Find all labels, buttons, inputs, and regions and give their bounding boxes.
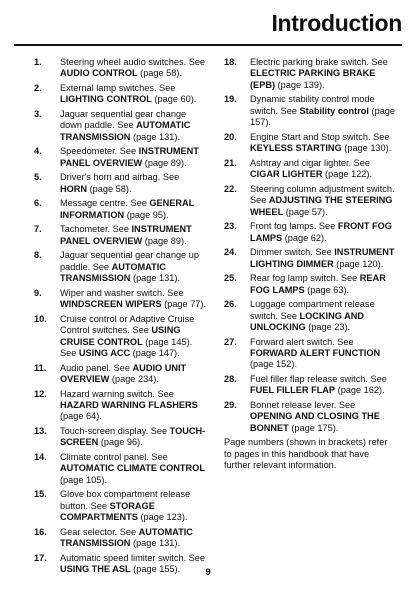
item-text (60, 314, 194, 358)
right-column (224, 57, 397, 472)
list-item (34, 172, 207, 195)
item-text-segment: (page 130). (341, 143, 392, 154)
list-item (34, 57, 207, 80)
cross-reference: AUDIO UNIT OVERVIEW (60, 362, 187, 385)
item-text-segment: (page 131). (130, 131, 180, 142)
list-item (34, 288, 207, 311)
cross-reference: REAR FOG LAMPS (250, 273, 386, 295)
item-text-segment: Tachometer. See (60, 224, 132, 235)
list-item (224, 247, 397, 270)
list-item (34, 452, 207, 486)
item-text-segment: Hazard warning switch. See (60, 388, 174, 399)
cross-reference: KEYLESS STARTING (250, 143, 342, 154)
header-rule (14, 44, 402, 46)
item-text-segment: (page 145). See (60, 336, 193, 359)
item-text-segment: Front fog lamps. See (250, 221, 338, 232)
list-item (224, 57, 397, 91)
item-text-segment: Dynamic stability control mode switch. See (250, 94, 375, 116)
item-text-segment: (page 96). (98, 437, 143, 448)
item-text-segment: Bonnet release lever. See (250, 400, 356, 411)
cross-reference: Stability control (299, 105, 369, 116)
item-text (60, 224, 192, 245)
item-text-segment: External lamp switches. See (60, 83, 176, 93)
item-text-segment: Electric parking brake switch. See (250, 57, 388, 67)
item-text (60, 288, 206, 309)
item-number: 11. (34, 362, 47, 373)
item-text-segment: (page 122). (322, 169, 373, 180)
item-text-segment: (page 57). (283, 206, 328, 217)
item-text-segment: Message centre. See (60, 198, 150, 209)
item-number: 4. (34, 146, 42, 157)
item-number: 8. (34, 250, 42, 261)
item-text-segment: (page 23). (305, 322, 351, 333)
item-text-segment: Steering column adjustment switch. See (250, 183, 395, 206)
list-item (224, 374, 397, 397)
item-text-segment: Engine Start and Stop switch. See (250, 131, 390, 142)
item-text (250, 94, 395, 127)
item-text-segment: (page 131). (130, 538, 180, 549)
item-text (250, 273, 386, 294)
cross-reference: FRONT FOG LAMPS (250, 221, 392, 243)
list-item (34, 250, 207, 284)
list-item (224, 400, 397, 434)
cross-reference: LIGHTING CONTROL (60, 94, 152, 105)
item-text (250, 184, 395, 217)
item-text (60, 527, 193, 548)
item-text (250, 374, 387, 395)
item-text-segment: (page 95). (124, 209, 169, 220)
item-text-segment: (page 58). (87, 183, 132, 194)
item-text-segment: (page 155). (130, 564, 181, 575)
item-text-segment: Jaguar sequential gear change up paddle. See (60, 250, 199, 272)
item-number: 29. (224, 400, 237, 411)
list-item (34, 224, 207, 247)
item-number: 21. (224, 157, 237, 168)
item-number: 16. (34, 526, 47, 537)
item-text-segment: Climate control panel. See (60, 452, 168, 463)
item-number: 15. (34, 489, 47, 500)
item-text-segment: (page 131). (130, 273, 180, 284)
item-number: 5. (34, 172, 42, 183)
item-number: 19. (224, 94, 237, 105)
item-text-segment: (page 147). (130, 348, 180, 359)
list-item (224, 158, 397, 181)
cross-reference: AUTOMATIC CLIMATE CONTROL (60, 463, 205, 474)
item-text-segment: (page 123). (137, 512, 188, 523)
cross-reference: LOCKING AND UNLOCKING (250, 310, 365, 333)
cross-reference: AUTOMATIC TRANSMISSION (60, 261, 166, 284)
item-text (60, 452, 205, 485)
item-text (250, 57, 388, 90)
item-number: 28. (224, 374, 237, 385)
list-item (34, 527, 207, 550)
item-number: 10. (34, 313, 47, 324)
list-item (34, 146, 207, 169)
item-text-segment: (page 120). (333, 258, 384, 269)
item-text-segment: Speedometer. See (60, 146, 139, 157)
item-text-segment: (page 162). (335, 385, 385, 396)
item-number: 23. (224, 221, 237, 232)
item-text (250, 132, 391, 153)
item-text-segment: (page 105). (60, 474, 107, 485)
item-text-segment: (page 64). (60, 411, 102, 422)
item-number: 18. (224, 57, 237, 67)
item-text-segment: (page 89). (142, 235, 187, 246)
item-number: 9. (34, 287, 42, 298)
item-number: 24. (224, 247, 237, 258)
item-text-segment: (page 63). (304, 284, 350, 295)
cross-reference: CIGAR LIGHTER (250, 169, 323, 180)
cross-reference: AUTOMATIC TRANSMISSION (60, 120, 191, 142)
cross-reference: HAZARD WARNING FLASHERS (60, 400, 198, 411)
item-text-segment: Cruise control or Adaptive Cruise Control switches. See (60, 313, 195, 336)
list-item (34, 363, 207, 386)
list-item (224, 273, 397, 296)
item-text-segment: (page 157). (250, 105, 396, 128)
page-title: Introduction (271, 10, 402, 36)
cross-reference: WINDSCREEN WIPERS (60, 299, 162, 310)
item-text-segment: Rear fog lamp switch. See (250, 273, 360, 284)
item-text-segment: (page 58). (137, 68, 183, 79)
item-text-segment: Steering wheel audio switches. See (60, 57, 206, 67)
cross-reference: TOUCH-SCREEN (60, 426, 206, 448)
item-text (60, 146, 199, 167)
item-text-segment: (page 60). (151, 94, 197, 105)
item-text-segment: Luggage compartment release switch. See (250, 299, 375, 321)
item-text-segment: Driver's horn and airbag. See (60, 172, 180, 183)
item-number: 12. (34, 388, 47, 399)
cross-reference: ADJUSTING THE STEERING WHEEL (250, 195, 393, 217)
cross-reference: GENERAL INFORMATION (60, 198, 195, 220)
item-text (60, 172, 179, 193)
cross-reference: USING THE ASL (60, 564, 131, 575)
item-number: 3. (34, 109, 42, 119)
list-item (34, 489, 207, 523)
cross-reference: ELECTRIC PARKING BRAKE (EPB) (250, 68, 376, 90)
item-text-segment: Audio panel. See (60, 362, 133, 373)
page-reference-note: Page numbers (shown in brackets) refer to pages in this handbook that have further relevant information. (224, 437, 388, 471)
item-number: 6. (34, 198, 42, 209)
item-text-segment: (page 234). (109, 374, 159, 385)
page-header (0, 0, 416, 38)
item-text-segment: (page 77). (161, 299, 207, 310)
item-text-segment: Touch-screen display. See (60, 426, 170, 437)
cross-reference: FUEL FILLER FLAP (250, 385, 336, 396)
list-item (34, 109, 207, 143)
list-item (34, 426, 207, 449)
list-item (224, 94, 397, 128)
list-item (224, 221, 397, 244)
item-number: 22. (224, 183, 237, 194)
item-number: 17. (34, 552, 47, 563)
cross-reference: OPENING AND CLOSING THE BONNET (250, 411, 380, 433)
item-text-segment: Automatic speed limiter switch. See (60, 552, 206, 563)
item-number: 2. (34, 83, 42, 93)
left-column (34, 57, 207, 579)
item-text-segment: (page 139). (275, 79, 325, 90)
list-item (224, 337, 397, 371)
item-text (60, 198, 194, 219)
item-text (250, 400, 380, 433)
cross-reference: INSTRUMENT PANEL OVERVIEW (60, 146, 199, 168)
item-number: 13. (34, 426, 47, 437)
item-text (60, 426, 205, 447)
item-text-segment: (page 152). (250, 359, 297, 370)
cross-reference: FORWARD ALERT FUNCTION (250, 348, 381, 359)
cross-reference: AUDIO CONTROL (60, 68, 138, 79)
item-number: 7. (34, 224, 42, 235)
item-text (60, 363, 186, 384)
item-text-segment: (page 89). (142, 157, 187, 168)
list-item (224, 299, 397, 333)
item-text (250, 247, 394, 268)
list-item (34, 389, 207, 423)
item-text-segment: Ashtray and cigar lighter. See (250, 157, 371, 168)
list-item (224, 132, 397, 155)
item-text-segment: Fuel filler flap release switch. See (250, 374, 387, 385)
item-number: 1. (34, 57, 42, 67)
cross-reference: INSTRUMENT PANEL OVERVIEW (60, 224, 192, 246)
item-text (60, 109, 190, 142)
list-item (34, 314, 207, 360)
item-text (60, 250, 199, 283)
list-item (34, 83, 207, 106)
item-text-segment: (page 175). (288, 422, 339, 433)
cross-reference: INSTRUMENT LIGHTING DIMMER (250, 247, 395, 269)
item-number: 25. (224, 273, 237, 284)
item-text (60, 83, 196, 104)
list-item (224, 184, 397, 218)
cross-reference: AUTOMATIC TRANSMISSION (60, 526, 193, 549)
item-text (250, 299, 375, 332)
item-text-segment: (page 62). (282, 232, 327, 243)
item-text (250, 337, 380, 370)
cross-reference: STORAGE COMPARTMENTS (60, 500, 155, 523)
cross-reference: HORN (60, 183, 88, 194)
page-number: 9 (205, 567, 211, 578)
cross-reference: USING ACC (78, 348, 131, 359)
list-item (34, 198, 207, 221)
cross-reference: USING CRUISE CONTROL (60, 325, 181, 347)
item-text (60, 489, 190, 522)
item-text-segment: Dimmer switch. See (250, 247, 335, 258)
item-text-segment: Forward alert switch. See (250, 336, 354, 347)
item-text-segment: Jaguar sequential gear change down paddle. See (60, 109, 187, 131)
item-text (60, 57, 205, 78)
item-text-segment: Glove box compartment release button. See (60, 489, 191, 511)
item-text-segment: Wiper and washer switch. See (60, 287, 184, 298)
item-number: 26. (224, 299, 237, 310)
item-text (60, 389, 198, 422)
item-number: 20. (224, 131, 237, 142)
item-number: 27. (224, 336, 237, 347)
item-number: 14. (34, 452, 47, 463)
right-item-list (224, 57, 397, 434)
item-text-segment: Gear selector. See (60, 526, 139, 537)
item-text (250, 158, 372, 179)
item-text (250, 221, 392, 242)
